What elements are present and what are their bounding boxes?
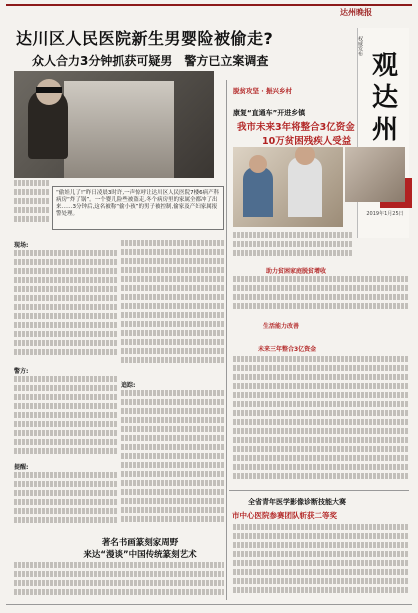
bottom-story-text [14, 562, 224, 600]
patient-figure [243, 167, 273, 217]
section-label-police: 警方: [14, 368, 29, 375]
right-headline-small: 康复“直通车”开进乡镇 [233, 109, 306, 117]
banner-title: 观达州 [371, 51, 398, 145]
right-text-column [233, 276, 409, 318]
body-text-column [14, 376, 118, 456]
lead-subhead: 众人合力3分钟抓获可疑男 警方已立案调查 [32, 54, 269, 68]
right-kicker: 脱贫攻坚 · 振兴乡村 [233, 87, 292, 95]
section-label-scene: 现场: [14, 242, 29, 249]
section-label-follow: 追踪: [121, 382, 136, 389]
patient-head [249, 155, 267, 173]
right-headline-red-1: 我市未来3年将整合3亿资金 [237, 122, 355, 133]
right-text-column [233, 232, 353, 262]
rehab-photo-2 [345, 147, 405, 202]
section-banner [357, 28, 409, 238]
right-subhead-1: 助力贫困家庭脱贫增收 [266, 268, 327, 275]
masthead: 达州晚报 [340, 8, 372, 17]
body-text-column [14, 180, 50, 232]
right-headline-red-2: 10万贫困残疾人受益 [262, 136, 352, 147]
body-text-column [121, 240, 225, 370]
lead-headline: 达川区人民医院新生男婴险被偷走? [16, 29, 274, 48]
second-story-small-title: 全省青年医学影像诊断技能大赛 [248, 498, 346, 506]
hallway-image [64, 81, 174, 178]
edition-date: 2019年1月25日 [366, 211, 404, 217]
lead-quote: “偷娃儿了!”昨日凌晨3时许,一声惊呼让达川区人民医院7楼6病产科病房“炸了锅”。一个婴儿险些被盗走,冬个病房里的家属全都冲了出来……3分钟后,这名被称“偷小孩”的男子被控制,偷家及产妇家属报警处理。 [52, 186, 224, 230]
lead-photo [14, 71, 214, 178]
bottom-story-title-1: 著名书画篆刻家周野 [101, 538, 179, 548]
rehab-photo [233, 147, 343, 227]
body-text-column [121, 390, 225, 530]
right-subhead-2: 生活能力改善 [263, 323, 300, 330]
section-label-tips: 提醒: [14, 464, 29, 471]
second-story-red-title: 市中心医院参赛团队斩获二等奖 [232, 511, 337, 520]
body-text-column [14, 250, 118, 362]
right-story-divider [229, 490, 409, 491]
column-divider [226, 80, 227, 600]
doctor-figure [288, 157, 322, 217]
bottom-story-title-2: 来达“漫谈”中国传统篆刻艺术 [83, 550, 197, 560]
right-text-column [233, 524, 409, 600]
right-text-column [233, 356, 409, 486]
body-text-column [14, 472, 118, 528]
top-rule [6, 4, 412, 6]
banner-side-tag: 权威发布 [357, 36, 363, 56]
right-subhead-3: 未来三年整合3亿资金 [258, 346, 317, 353]
face-blur-bar [36, 87, 62, 93]
footer-rule [6, 604, 412, 605]
